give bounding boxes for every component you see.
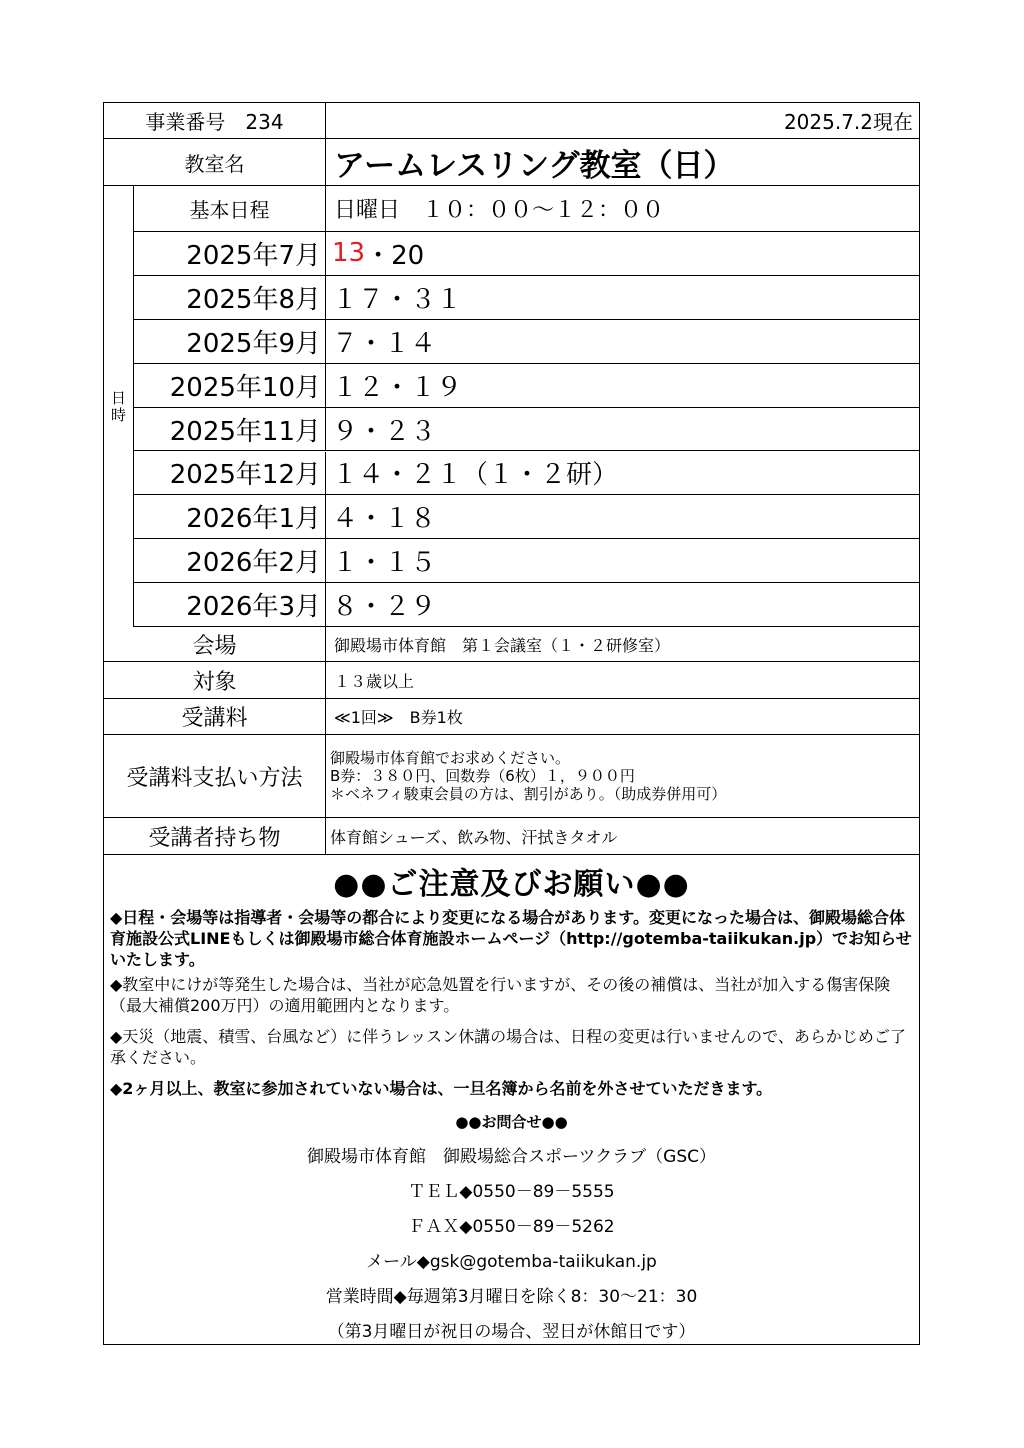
month-dates: [326, 364, 919, 407]
date-list: ７・１４: [332, 328, 437, 359]
month-dates: [326, 452, 919, 495]
month-dates: [326, 583, 919, 626]
month-row: [134, 320, 919, 364]
month-label: 2026年1月: [134, 495, 326, 538]
contact-block: [104, 1105, 919, 1350]
highlighted-date: 13: [332, 238, 366, 269]
basic-schedule-value: 日曜日 １０：００～１２：００: [334, 198, 665, 223]
venue-value: 御殿場市体育館 第１会議室（１・２研修室）: [334, 635, 671, 655]
date-list: ４・１８: [332, 504, 437, 535]
venue-row: [104, 627, 919, 662]
payment-details: [326, 735, 919, 817]
contact-header: ●●お問合せ●●: [455, 1113, 568, 1131]
payment-label: 受講料支払い方法: [104, 735, 326, 817]
schedule-side-label: 日時: [104, 186, 134, 627]
month-dates: [326, 232, 919, 275]
contact-hours: 営業時間◆毎週第3月曜日を除く8：30～21：30: [325, 1287, 698, 1307]
date-list: １２・１９: [332, 372, 463, 403]
month-label: 2025年12月: [134, 452, 326, 495]
contact-tel: ＴＥＬ◆0550－89－5555: [408, 1182, 615, 1202]
month-label: 2026年2月: [134, 539, 326, 582]
contact-fax: ＦＡＸ◆0550－89－5262: [408, 1217, 615, 1237]
month-label: 2025年11月: [134, 408, 326, 451]
target-row: [104, 662, 919, 699]
payment-line: ＊ベネフィ駿東会員の方は、割引があり。（助成券併用可）: [330, 785, 727, 803]
month-dates: [326, 276, 919, 319]
items-label: 受講者持ち物: [104, 818, 326, 854]
month-label: 2025年10月: [134, 364, 326, 407]
month-dates: [326, 539, 919, 582]
payment-row: [104, 735, 919, 818]
class-name: アームレスリング教室（日）: [334, 147, 735, 184]
notice-paragraph: ◆2ヶ月以上、教室に参加されていない場合は、一旦名簿から名前を外させていただきます。: [110, 1079, 773, 1098]
date-list: ９・２３: [332, 416, 437, 447]
target-label: 対象: [104, 662, 326, 698]
notice-section: [104, 855, 919, 1344]
class-name-row: [104, 139, 919, 186]
date-list: ８・２９: [332, 592, 437, 623]
basic-schedule-label: 基本日程: [134, 186, 326, 231]
month-row: [134, 539, 919, 583]
fee-row: [104, 699, 919, 735]
month-dates: [326, 495, 919, 538]
month-label: 2025年8月: [134, 276, 326, 319]
month-label: 2026年3月: [134, 583, 326, 626]
as-of-date: 2025.7.2現在: [783, 110, 913, 134]
contact-org: 御殿場市体育館 御殿場総合スポーツクラブ（GSC）: [307, 1147, 716, 1167]
month-label: 2025年7月: [134, 232, 326, 275]
jigyo-number: 事業番号 234: [104, 103, 326, 138]
items-row: [104, 818, 919, 855]
notice-paragraph: ◆教室中にけが等発生した場合は、当社が応急処置を行いますが、その後の補償は、当社が加入する傷害保険（最大補償200万円）の適用範囲内となります。: [110, 975, 891, 1015]
month-row: [134, 495, 919, 539]
class-name-label: 教室名: [104, 139, 326, 185]
contact-note: （第3月曜日が祝日の場合、翌日が休館日です）: [327, 1322, 696, 1342]
month-row: [134, 408, 919, 452]
date-list: ・20: [365, 240, 425, 271]
date-list: １４・２１（１・２研）: [332, 460, 619, 491]
venue-label: 会場: [104, 627, 326, 661]
date-list: １・１５: [332, 548, 437, 579]
notice-paragraph: ◆天災（地震、積雪、台風など）に伴うレッスン休講の場合は、日程の変更は行いませんので、あらかじめご了承ください。: [110, 1027, 906, 1067]
flyer-sheet: [103, 102, 920, 1345]
month-row: [134, 452, 919, 496]
payment-line: 御殿場市体育館でお求めください。: [330, 749, 571, 767]
header-row: [104, 103, 919, 139]
month-row: [134, 583, 919, 627]
month-row: [134, 276, 919, 320]
target-value: １３歳以上: [334, 671, 415, 691]
items-value: 体育館シューズ、飲み物、汗拭きタオル: [330, 827, 618, 847]
notice-title: ●●ご注意及びお願い●●: [333, 867, 690, 902]
basic-schedule-row: [134, 186, 919, 232]
month-row: [134, 364, 919, 408]
month-dates: [326, 320, 919, 363]
month-row: [134, 232, 919, 276]
month-dates: [326, 408, 919, 451]
fee-label: 受講料: [104, 699, 326, 734]
payment-line: B券：３８０円、回数券（6枚）１，９００円: [330, 767, 635, 785]
date-list: １７・３１: [332, 284, 463, 315]
contact-mail: メール◆gsk@gotemba-taiikukan.jp: [366, 1252, 657, 1272]
fee-value: ≪1回≫ B券1枚: [334, 708, 463, 727]
notice-paragraph: ◆日程・会場等は指導者・会場等の都合により変更になる場合があります。変更になった場合は、御殿場総合体育施設公式LINEもしくは御殿場市総合体育施設ホームページ（http://gotemba-taiikukan.jp）でお知らせいたします。: [110, 908, 912, 969]
month-label: 2025年9月: [134, 320, 326, 363]
